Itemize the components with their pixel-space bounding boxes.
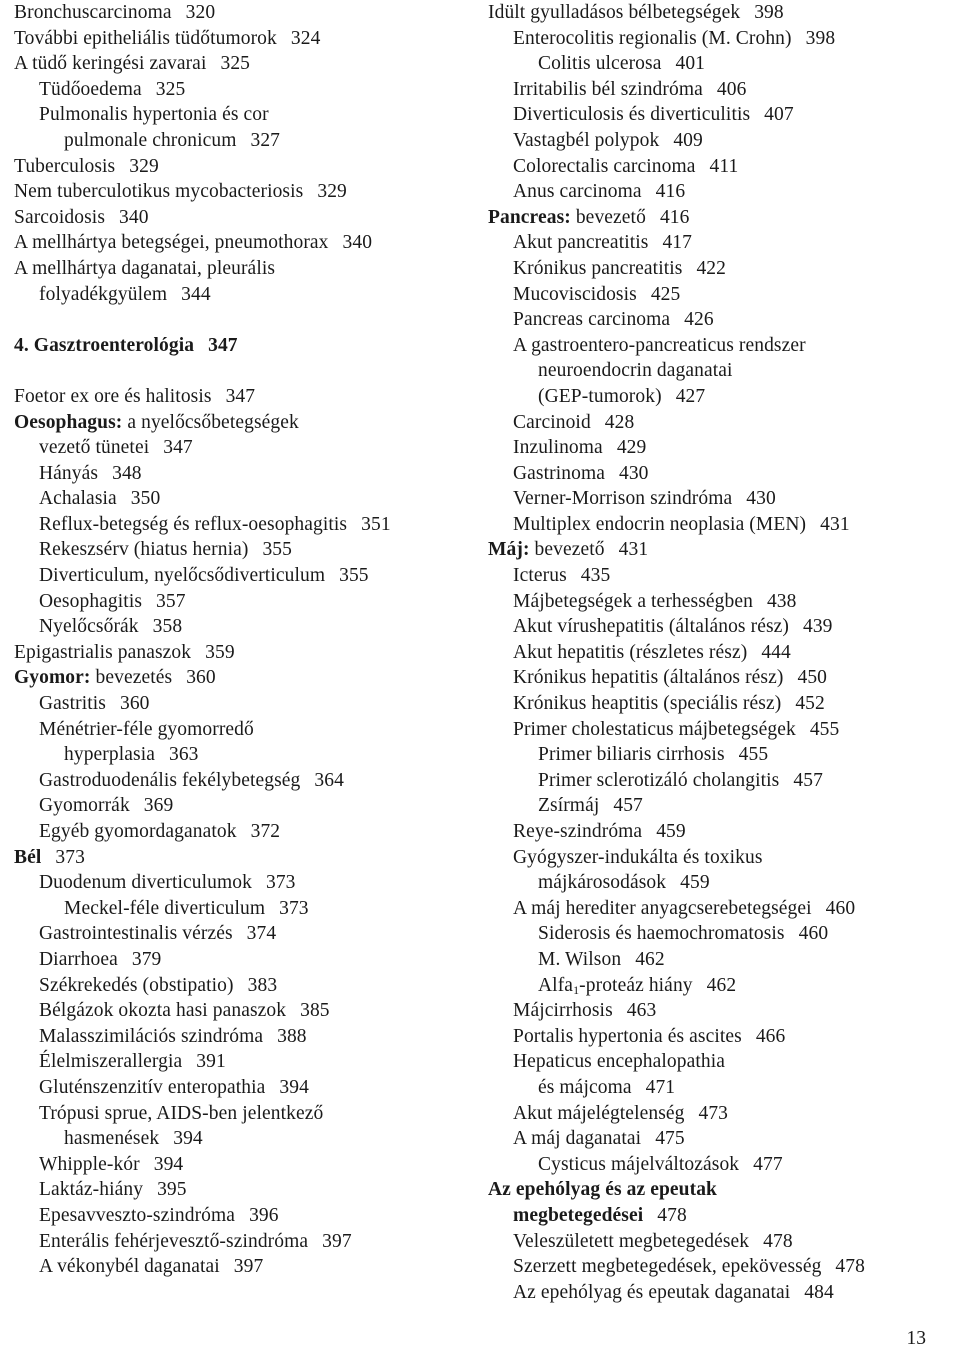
toc-entry: [488, 282, 956, 308]
toc-entry-title: bevezetés: [90, 667, 173, 689]
toc-entry-title: Tuberculosis: [14, 155, 116, 177]
toc-page-number: 401: [675, 53, 706, 75]
toc-entry-title: pulmonale chronicum: [64, 129, 237, 151]
toc-entry: [14, 870, 484, 896]
toc-entry: [14, 1177, 484, 1203]
toc-entry-title: Carcinoid: [513, 411, 591, 433]
toc-entry-title: Gluténszenzitív enteropathia: [39, 1076, 266, 1098]
toc-entry-subscript: 1: [573, 982, 580, 997]
toc-page-number: 373: [279, 897, 309, 919]
toc-page-number: 475: [655, 1128, 685, 1150]
toc-entry: [488, 102, 956, 128]
toc-entry-title: Pulmonalis hypertonia és cor: [39, 104, 269, 126]
toc-entry: [14, 537, 484, 563]
toc-page-number: 452: [795, 693, 825, 715]
toc-page-number: 383: [247, 974, 278, 996]
toc-entry: [488, 205, 956, 231]
toc-entry: [14, 1203, 484, 1229]
toc-page-number: 324: [290, 27, 321, 49]
toc-entry: [488, 1203, 956, 1229]
toc-entry-bold-title: Oesophagus:: [14, 411, 123, 433]
toc-entry: [488, 742, 956, 768]
toc-entry-title: Idült gyulladásos bélbetegségek: [488, 2, 741, 23]
toc-entry-title: Epesavveszto-szindróma: [39, 1204, 236, 1226]
toc-page-number: 358: [152, 616, 183, 638]
toc-page-number: 463: [626, 1000, 657, 1022]
toc-page-number: 397: [233, 1256, 264, 1278]
toc-page-number: 357: [156, 590, 186, 612]
toc-page-number: 355: [339, 565, 369, 587]
toc-page-number: 340: [342, 232, 373, 254]
toc-page-number: 426: [684, 309, 714, 331]
toc-entry: [14, 154, 484, 180]
toc-entry-title: Akut májelégtelenség: [513, 1102, 685, 1124]
toc-entry: [14, 793, 484, 819]
toc-entry-bold-title: Az epehólyag és az epeutak: [488, 1179, 717, 1201]
toc-entry-title: Primer biliaris cirrhosis: [538, 744, 725, 766]
toc-entry: [14, 0, 484, 26]
toc-entry: [14, 410, 484, 436]
toc-entry: [14, 1024, 484, 1050]
toc-entry: [14, 435, 484, 461]
toc-entry: [488, 256, 956, 282]
toc-page-number: 355: [262, 539, 292, 561]
toc-page-number: 455: [809, 718, 840, 740]
toc-entry: [14, 1049, 484, 1075]
toc-entry: [488, 896, 956, 922]
toc-entry-title: Whipple-kór: [39, 1153, 140, 1175]
toc-page-number: 406: [716, 78, 747, 100]
toc-page-number: 372: [250, 821, 281, 842]
toc-entry-title: Akut vírushepatitis (általános rész): [513, 616, 789, 638]
toc-entry-title: a nyelőcsőbetegségek: [122, 411, 299, 433]
toc-entry: [488, 563, 956, 589]
toc-page-number: 360: [186, 667, 216, 689]
toc-entry-title: Icterus: [513, 565, 567, 587]
toc-entry: [14, 512, 484, 538]
toc-entry: [488, 0, 956, 26]
toc-page-number: 369: [143, 795, 174, 817]
toc-entry-title: folyadékgyülem: [39, 283, 168, 305]
toc-page-number: 385: [300, 1000, 330, 1022]
toc-page-number: 417: [662, 232, 693, 254]
toc-page-number: 429: [616, 437, 647, 459]
toc-page-number: 327: [250, 129, 281, 151]
toc-entry: [488, 77, 956, 103]
toc-entry: [488, 921, 956, 947]
toc-entry-title: Colorectalis carcinoma: [513, 155, 696, 177]
toc-entry-title: hyperplasia: [64, 744, 155, 766]
toc-entry-title: A tüdő keringési zavarai: [14, 53, 207, 75]
toc-entry: [14, 947, 484, 973]
toc-page-number: 460: [825, 897, 856, 919]
toc-entry-title: Inzulinoma: [513, 437, 603, 459]
toc-page-number: 455: [738, 744, 769, 766]
toc-entry: [14, 742, 484, 768]
toc-entry: [488, 947, 956, 973]
toc-entry-title: Nyelőcsőrák: [39, 616, 139, 638]
toc-page-number: 409: [673, 129, 703, 151]
toc-entry: [14, 256, 484, 282]
toc-page-number: 347: [225, 385, 256, 407]
toc-entry-title: Malasszimilációs szindróma: [39, 1025, 264, 1047]
toc-entry: [488, 537, 956, 563]
toc-page-number: 457: [793, 769, 823, 791]
toc-entry-bold-title: Máj:: [488, 539, 530, 561]
toc-entry-title: vezető tünetei: [39, 437, 150, 459]
toc-entry: [14, 282, 484, 308]
toc-entry-title: Gastroduodenális fekélybetegség: [39, 769, 301, 791]
toc-entry-title: A máj herediter anyagcserebetegségei: [513, 897, 812, 919]
toc-entry-title-continued: -proteáz hiány: [579, 974, 693, 996]
toc-entry-title: Anus carcinoma: [513, 181, 642, 203]
toc-entry: [14, 845, 484, 871]
toc-page-number: 407: [764, 104, 794, 126]
toc-entry: [14, 640, 484, 666]
toc-page-number: 484: [804, 1281, 834, 1303]
toc-entry: [488, 230, 956, 256]
toc-entry-title: Duodenum diverticulumok: [39, 872, 252, 894]
toc-entry-title: neuroendocrin daganatai: [538, 360, 733, 382]
toc-page-number: 391: [196, 1051, 226, 1073]
toc-page-number: 320: [185, 2, 216, 23]
toc-entry: [488, 1049, 956, 1075]
toc-entry: [14, 486, 484, 512]
toc-entry: [488, 512, 956, 538]
toc-page-number: 428: [604, 411, 635, 433]
toc-entry: [488, 998, 956, 1024]
toc-page-number: 394: [173, 1128, 203, 1150]
toc-page-number: 363: [168, 744, 199, 766]
toc-entry: [488, 435, 956, 461]
toc-entry: [488, 1075, 956, 1101]
toc-entry-title: Achalasia: [39, 488, 117, 510]
toc-entry: [14, 768, 484, 794]
toc-page-number: 478: [763, 1230, 793, 1252]
toc-entry: [488, 589, 956, 615]
toc-entry-title: Zsírmáj: [538, 795, 600, 817]
toc-page-number: 473: [698, 1102, 729, 1124]
toc-entry: [488, 128, 956, 154]
toc-page-number: 439: [802, 616, 833, 638]
toc-entry-bold-title: Pancreas:: [488, 206, 571, 228]
toc-page-number: 373: [265, 872, 296, 894]
toc-page-number: 450: [797, 667, 828, 689]
toc-entry-title: Bronchuscarcinoma: [14, 2, 172, 23]
toc-entry: [14, 921, 484, 947]
toc-right-column: [488, 0, 956, 1305]
toc-entry-title: A vékonybél daganatai: [39, 1256, 220, 1278]
toc-entry: [488, 1126, 956, 1152]
toc-entry: [488, 768, 956, 794]
toc-page-number: 396: [249, 1204, 279, 1226]
toc-entry: [488, 307, 956, 333]
toc-entry-title: Tüdőoedema: [39, 78, 142, 100]
toc-entry-title: Mucoviscidosis: [513, 283, 637, 305]
toc-entry: [14, 1101, 484, 1127]
toc-page-number: 394: [279, 1076, 309, 1098]
toc-entry-title: bevezető: [529, 539, 605, 561]
toc-page-number: 388: [277, 1025, 307, 1047]
toc-entry-title: Colitis ulcerosa: [538, 53, 662, 75]
toc-entry: [488, 665, 956, 691]
toc-entry-title: Primer sclerotizáló cholangitis: [538, 769, 780, 791]
toc-entry-title: Veleszületett megbetegedések: [513, 1230, 750, 1252]
toc-entry: [488, 614, 956, 640]
toc-entry: [14, 1229, 484, 1255]
toc-entry: [14, 896, 484, 922]
toc-entry: [14, 102, 484, 128]
toc-entry: [488, 358, 956, 384]
toc-entry: [14, 1075, 484, 1101]
toc-entry-title: hasmenések: [64, 1128, 160, 1150]
toc-entry-title: Sarcoidosis: [14, 206, 106, 228]
toc-page-number: 459: [656, 821, 686, 842]
toc-entry-bold-title: Bél: [14, 846, 42, 868]
toc-entry-title: és májcoma: [538, 1076, 632, 1098]
toc-entry-title: A máj daganatai: [513, 1128, 642, 1150]
toc-entry: [488, 640, 956, 666]
toc-entry-title: Epigastrialis panaszok: [14, 641, 192, 663]
page-number: 13: [906, 1328, 926, 1349]
toc-page-number: 462: [706, 974, 737, 996]
toc-entry: [488, 26, 956, 52]
toc-entry: [14, 1254, 484, 1280]
toc-page-number: 478: [657, 1204, 687, 1226]
toc-entry: [488, 870, 956, 896]
toc-entry: [14, 230, 484, 256]
toc-entry-title: Laktáz-hiány: [39, 1179, 144, 1201]
toc-entry: [488, 1152, 956, 1178]
toc-entry: [14, 717, 484, 743]
toc-entry: [488, 1254, 956, 1280]
toc-page-number: 431: [820, 513, 850, 535]
toc-page-number: 444: [761, 641, 791, 663]
toc-page-number: 350: [130, 488, 161, 510]
toc-chapter-heading: [14, 333, 484, 359]
toc-entry-title: Trópusi sprue, AIDS-ben jelentkező: [39, 1102, 324, 1124]
toc-page-number: 478: [835, 1256, 865, 1278]
toc-entry-title: Szerzett megbetegedések, epekövesség: [513, 1256, 822, 1278]
toc-entry-title: Ménétrier-féle gyomorredő: [39, 718, 254, 740]
toc-page-number: 395: [157, 1179, 187, 1201]
toc-entry-title: Enterális fehérjevesztő-szindróma: [39, 1230, 309, 1252]
toc-entry-title: Székrekedés (obstipatio): [39, 974, 234, 996]
toc-entry-title: Májbetegségek a terhességben: [513, 590, 753, 612]
toc-entry-title: Enterocolitis regionalis (M. Crohn): [513, 27, 792, 49]
toc-entry-title: A mellhártya daganatai, pleurális: [14, 257, 276, 279]
toc-entry-bold-title: Gyomor:: [14, 667, 91, 689]
toc-page-number: 364: [314, 769, 344, 791]
toc-entry-title: Élelmiszerallergia: [39, 1051, 183, 1073]
toc-entry-title: A gastroentero-pancreaticus rendszer: [513, 334, 806, 356]
toc-entry-title: (GEP-tumorok): [538, 385, 662, 407]
toc-entry: [488, 793, 956, 819]
toc-entry: [14, 589, 484, 615]
toc-page-number: 411: [709, 155, 739, 177]
toc-entry: [14, 179, 484, 205]
toc-entry-title: Krónikus hepatitis (általános rész): [513, 667, 784, 689]
toc-entry: [488, 1101, 956, 1127]
toc-entry: [14, 819, 484, 845]
toc-entry: [14, 614, 484, 640]
toc-entry: [14, 1126, 484, 1152]
toc-entry: [488, 1229, 956, 1255]
toc-entry-title: Gyomorrák: [39, 795, 130, 817]
toc-entry-title: Diverticulosis és diverticulitis: [513, 104, 751, 126]
toc-page-number: 431: [618, 539, 649, 561]
toc-entry-title: Akut pancreatitis: [513, 232, 649, 254]
toc-entry: [488, 179, 956, 205]
toc-entry: [14, 665, 484, 691]
toc-entry-title: Hányás: [39, 462, 99, 484]
toc-page-number: 329: [317, 181, 347, 203]
toc-page-number: 466: [755, 1025, 786, 1047]
toc-entry: [14, 1152, 484, 1178]
toc-entry: [488, 333, 956, 359]
toc-entry: [14, 205, 484, 231]
toc-page-number: 422: [696, 257, 726, 279]
toc-entry: [488, 1280, 956, 1306]
toc-entry: [488, 973, 956, 999]
toc-entry: [488, 154, 956, 180]
toc-entry-title: 4. Gasztroenterológia: [14, 334, 195, 356]
toc-page-number: 438: [766, 590, 797, 612]
toc-page-number: 325: [155, 78, 186, 100]
toc-page-number: 348: [112, 462, 142, 484]
toc-entry-title: Hepaticus encephalopathia: [513, 1051, 726, 1073]
toc-entry-title: Pancreas carcinoma: [513, 309, 671, 331]
toc-entry-title: Cysticus májelváltozások: [538, 1153, 740, 1175]
toc-entry-title: Gastrointestinalis vérzés: [39, 923, 233, 945]
toc-page-number: 379: [131, 948, 162, 970]
toc-page-number: 347: [208, 334, 238, 356]
toc-entry-title: Alfa: [538, 974, 574, 996]
toc-entry: [488, 1177, 956, 1203]
toc-entry: [14, 51, 484, 77]
toc-entry-title: A mellhártya betegségei, pneumothorax: [14, 232, 329, 254]
toc-entry-title: májkárosodások: [538, 872, 667, 894]
toc-entry: [14, 128, 484, 154]
toc-page-number: 329: [129, 155, 159, 177]
toc-entry-title: Rekeszsérv (hiatus hernia): [39, 539, 249, 561]
toc-entry-title: Irritabilis bél szindróma: [513, 78, 703, 100]
toc-page-number: 471: [645, 1076, 676, 1098]
toc-page-number: 347: [163, 437, 193, 459]
toc-entry-title: Meckel-féle diverticulum: [64, 897, 266, 919]
toc-page-number: 457: [613, 795, 643, 817]
toc-entry-title: Az epehólyag és epeutak daganatai: [513, 1281, 791, 1303]
toc-page-number: 425: [650, 283, 681, 305]
toc-entry-title: Akut hepatitis (részletes rész): [513, 641, 748, 663]
toc-entry-title: Krónikus heaptitis (speciális rész): [513, 693, 782, 715]
toc-entry: [14, 26, 484, 52]
toc-entry-title: Gastrinoma: [513, 462, 605, 484]
toc-page-number: 397: [322, 1230, 352, 1252]
toc-left-column: [14, 0, 484, 1280]
toc-entry-title: Reflux-betegség és reflux-oesophagitis: [39, 513, 348, 535]
toc-entry-title: Foetor ex ore és halitosis: [14, 385, 212, 407]
toc-entry: [488, 384, 956, 410]
toc-page-number: 460: [798, 923, 829, 945]
toc-entry: [14, 998, 484, 1024]
toc-entry: [14, 973, 484, 999]
toc-page-number: 373: [55, 846, 85, 868]
toc-entry-title: Egyéb gyomordaganatok: [39, 821, 237, 842]
toc-entry-title: M. Wilson: [538, 948, 622, 970]
toc-entry: [14, 77, 484, 103]
toc-spacer: [14, 358, 484, 384]
toc-entry-title: Oesophagitis: [39, 590, 143, 612]
toc-page-number: 398: [754, 2, 784, 23]
toc-entry-title: Multiplex endocrin neoplasia (MEN): [513, 513, 807, 535]
toc-page-number: 359: [205, 641, 235, 663]
toc-page-number: 325: [220, 53, 251, 75]
toc-entry-title: További epitheliális tüdőtumorok: [14, 27, 277, 49]
toc-entry: [14, 384, 484, 410]
toc-entry: [488, 1024, 956, 1050]
toc-entry-title: Reye-szindróma: [513, 821, 643, 842]
toc-entry-title: Gastritis: [39, 693, 106, 715]
toc-page-number: 427: [675, 385, 706, 407]
toc-entry: [14, 461, 484, 487]
toc-entry-title: bevezető: [570, 206, 646, 228]
toc-entry-title: Gyógyszer-indukálta és toxikus: [513, 846, 763, 868]
toc-entry: [488, 486, 956, 512]
toc-page-number: 435: [580, 565, 611, 587]
toc-entry: [488, 845, 956, 871]
toc-entry-bold-title: megbetegedései: [513, 1204, 644, 1226]
toc-entry: [488, 51, 956, 77]
toc-page-number: 462: [635, 948, 665, 970]
toc-page-number: 477: [753, 1153, 783, 1175]
toc-entry-title: Diarrhoea: [39, 948, 118, 970]
toc-page-number: 340: [119, 206, 149, 228]
toc-page-number: 416: [659, 206, 690, 228]
toc-page-number: 416: [655, 181, 686, 203]
toc-spacer: [14, 307, 484, 333]
toc-page-number: 430: [746, 488, 776, 510]
toc-page-number: 351: [361, 513, 391, 535]
toc-page-number: 394: [153, 1153, 184, 1175]
toc-entry-title: Nem tuberculotikus mycobacteriosis: [14, 181, 304, 203]
toc-entry-title: Bélgázok okozta hasi panaszok: [39, 1000, 287, 1022]
toc-entry-title: Diverticulum, nyelőcsődiverticulum: [39, 565, 326, 587]
toc-page-number: 374: [246, 923, 277, 945]
toc-entry: [488, 410, 956, 436]
toc-entry: [488, 691, 956, 717]
toc-page-number: 398: [805, 27, 836, 49]
toc-entry: [14, 563, 484, 589]
toc-entry: [488, 461, 956, 487]
toc-entry-title: Siderosis és haemochromatosis: [538, 923, 785, 945]
toc-page-number: 459: [680, 872, 710, 894]
toc-entry: [488, 819, 956, 845]
toc-entry-title: Májcirrhosis: [513, 1000, 613, 1022]
toc-entry-title: Portalis hypertonia és ascites: [513, 1025, 742, 1047]
toc-entry-title: Primer cholestaticus májbetegségek: [513, 718, 796, 740]
toc-entry-title: Vastagbél polypok: [513, 129, 660, 151]
toc-entry: [14, 691, 484, 717]
toc-entry: [488, 717, 956, 743]
toc-page-number: 360: [119, 693, 150, 715]
toc-page-number: 430: [618, 462, 649, 484]
toc-entry-title: Verner-Morrison szindróma: [513, 488, 733, 510]
toc-page-number: 344: [181, 283, 211, 305]
toc-entry-title: Krónikus pancreatitis: [513, 257, 683, 279]
